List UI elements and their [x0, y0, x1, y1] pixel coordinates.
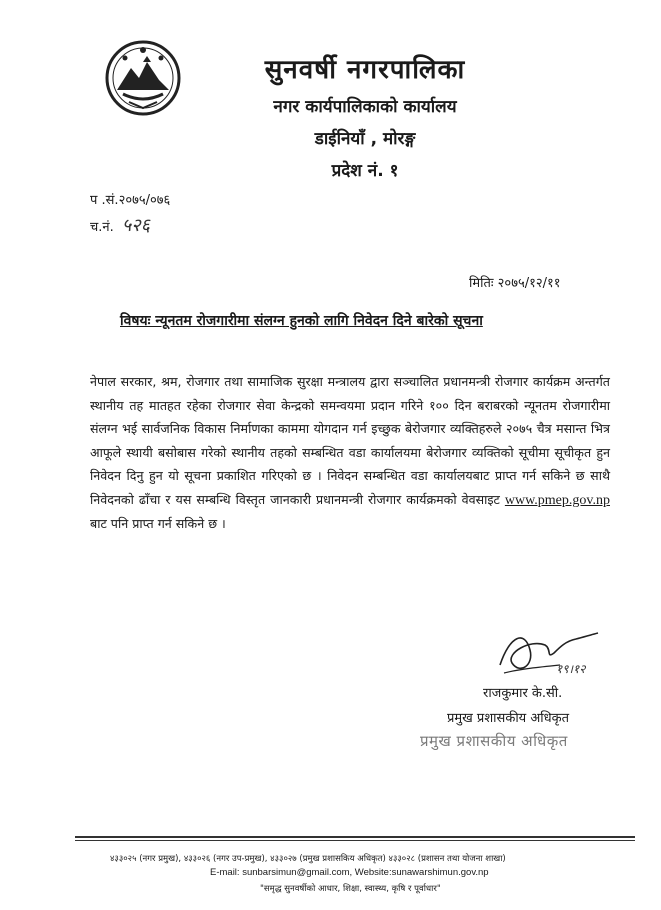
- nepal-emblem-icon: [103, 38, 183, 118]
- body-text-main: नेपाल सरकार, श्रम, रोजगार तथा सामाजिक सुरक्षा मन्त्रालय द्वारा सञ्चालित प्रधानमन्त्री रोजगार कार्यक्रम अन्तर्गत स्थानीय तह मातहत रहेका रोजगार सेवा केन्द्रको समन्वयमा प्रदान गरिने १०० दिन बराबरको न्यूनतम रोजगारीमा संलग्न भई सार्वजनिक विकास निर्माणका काममा योगदान गर्न इच्छुक बेरोजगार व्यक्तिहरुले २०७५ चैत्र मसान्त भित्र आफूले स्थायी बसोबास गरेको स्थानीय तहको सम्बन्धित वडा कार्यालयमा बेरोजगार व्यक्तिको सूचीमा सूचीकृत हुन निवेदन दिनु हुन यो सूचना प्रकाशित गरिएको छ । निवेदन सम्बन्धित वडा कार्यालयबाट प्राप्त गर्न सकिने छ साथै निवेदनको ढाँचा र यस सम्बन्धि विस्तृत जानकारी प्रधानमन्त्री रोजगार कार्यक्रमको वेवसाइट: [90, 374, 610, 507]
- letter-ref-number: प .सं.२०७५/०७६: [90, 193, 171, 208]
- footer-divider: [75, 836, 635, 838]
- designation-stamp: प्रमुख प्रशासकीय अधिकृत: [420, 732, 568, 750]
- letter-date: मितिः २०७५/१२/११: [469, 276, 561, 291]
- website-link[interactable]: www.pmep.gov.np: [504, 492, 610, 508]
- footer-divider-thin: [75, 840, 635, 841]
- dispatch-number-value: ५२६: [121, 215, 150, 236]
- office-location: डाईनियाँ , मोरङ्ग: [314, 129, 416, 149]
- body-text-end: बाट पनि प्राप्त गर्न सकिने छ ।: [90, 516, 226, 531]
- office-name: नगर कार्यपालिकाको कार्यालय: [273, 97, 457, 117]
- footer-slogan: "समृद्ध सुनवर्षीको आधार, शिक्षा, स्वास्थ्य, कृषि र पूर्वाधार": [260, 884, 441, 894]
- province-name: प्रदेश नं. १: [331, 161, 399, 181]
- signatory-title: प्रमुख प्रशासकीय अधिकृत: [447, 711, 570, 726]
- dispatch-number-label: च.नं.: [90, 220, 114, 235]
- dispatch-number-line: [90, 213, 150, 237]
- letter-subject: विषयः न्यूनतम रोजगारीमा संलग्न हुनको लागि निवेदन दिने बारेको सूचना: [120, 313, 483, 329]
- signatory-name: राजकुमार के.सी.: [483, 686, 563, 701]
- organization-name: सुनवर्षी नगरपालिका: [264, 55, 466, 85]
- footer-phone-numbers: ४३३०२५ (नगर प्रमुख), ४३३०२६ (नगर उप-प्रमुख), ४३३०२७ (प्रमुख प्रशासकिय अधिकृत) ४३३०२८ (प्रशासन तथा योजना शाखा): [110, 854, 506, 864]
- signature-date: १९।१२: [556, 662, 586, 676]
- letter-body: [90, 370, 610, 536]
- footer-email-website: E-mail: sunbarsimun@gmail.com, Website:sunawarshimun.gov.np: [210, 867, 489, 878]
